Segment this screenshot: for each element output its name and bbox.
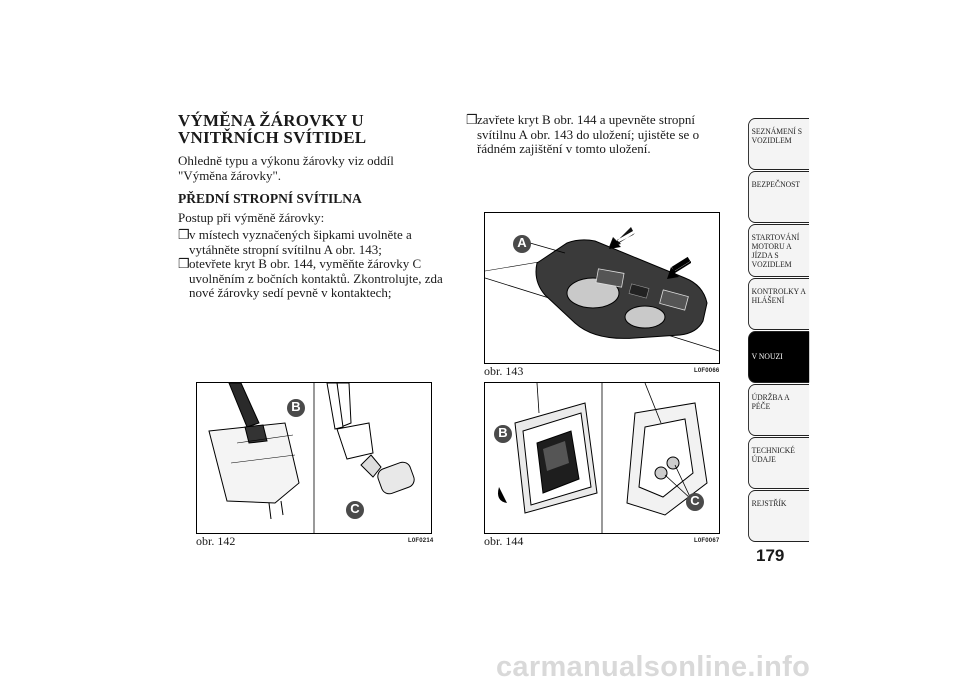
bullet-text: otevřete kryt B obr. 144, vyměňte žárovky C uvolněním z bočních kontaktů. Zkontrolujte, zda nové žárovky sedí pevně v kontaktech; — [189, 256, 443, 300]
figure-142 — [196, 382, 432, 534]
tab-startovani[interactable]: STARTOVÁNÍ MOTORU A JÍZDA S VOZIDLEM — [748, 224, 809, 277]
figure-143 — [484, 212, 720, 364]
procedure-text: Postup při výměně žárovky: — [178, 210, 325, 225]
bullet-item — [178, 228, 448, 257]
label-c: C — [350, 501, 360, 516]
page-number: 179 — [756, 546, 785, 565]
tab-technicke[interactable]: TECHNICKÉ ÚDAJE — [748, 437, 809, 489]
lamp-cover-illustration — [485, 383, 719, 533]
bullet-box-icon: ❒ — [178, 227, 190, 242]
figure-142-code: L0F0214 — [408, 538, 434, 544]
figure-143-code: L0F0066 — [694, 368, 720, 374]
tab-kontrolky[interactable]: KONTROLKY A HLÁŠENÍ — [748, 278, 809, 330]
bullet-text: zavřete kryt B obr. 144 a upevněte stropní svítilnu A obr. 143 do uložení; ujistěte se o řádném zajištění v tomto uložení. — [477, 112, 700, 156]
label-b: B — [291, 399, 301, 414]
tab-v-nouzi[interactable]: V NOUZI — [748, 331, 809, 383]
bullet-item — [178, 257, 448, 301]
figure-144 — [484, 382, 720, 534]
figure-143-caption: obr. 143 — [484, 364, 524, 378]
tab-seznameni[interactable]: SEZNÁMENÍ S VOZIDLEM — [748, 118, 809, 170]
bullet-box-icon: ❒ — [178, 256, 190, 271]
figure-144-caption: obr. 144 — [484, 534, 524, 548]
figure-142-caption: obr. 142 — [196, 534, 236, 548]
tab-bezpecnost[interactable]: BEZPEČNOST — [748, 171, 809, 223]
page-title: VÝMĚNA ŽÁROVKY U VNITŘNÍCH SVÍTIDEL — [178, 111, 367, 147]
label-a: A — [517, 235, 527, 250]
bullet-item — [466, 113, 734, 157]
bulb-holder-illustration — [197, 383, 431, 533]
intro-text: Ohledně typu a výkonu žárovky viz oddíl "Výměna žárovky". — [178, 153, 394, 183]
watermark: carmanualsonline.info — [496, 651, 811, 683]
bullet-text: v místech vyznačených šipkami uvolněte a vytáhněte stropní svítilnu A obr. 143; — [189, 227, 412, 257]
tab-rejstrik[interactable]: REJSTŘÍK — [748, 490, 809, 542]
section-title: PŘEDNÍ STROPNÍ SVÍTILNA — [178, 191, 362, 206]
bullet-box-icon: ❒ — [466, 112, 478, 127]
label-c: C — [690, 493, 700, 508]
tab-udrzba[interactable]: ÚDRŽBA A PÉČE — [748, 384, 809, 436]
label-b: B — [498, 425, 508, 440]
figure-144-code: L0F0067 — [694, 538, 720, 544]
